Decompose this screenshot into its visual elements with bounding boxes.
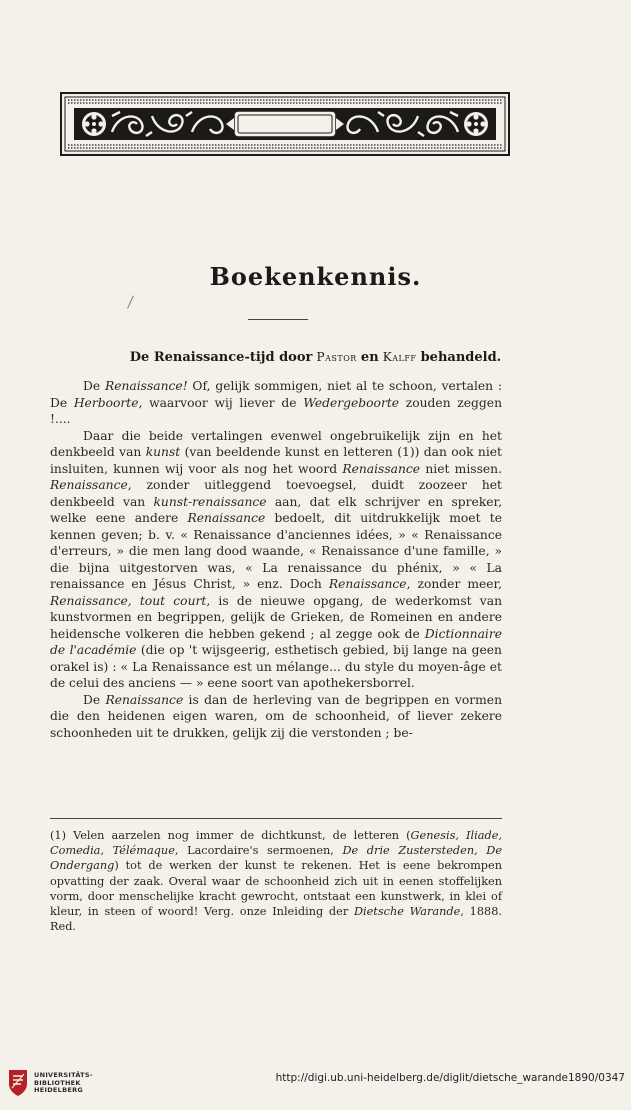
italic-run: Genesis, Iliade, Comedia, Télémaque xyxy=(50,829,502,858)
italic-run: kunst xyxy=(145,445,181,459)
stray-pen-mark xyxy=(127,295,134,308)
italic-run: Renaissance xyxy=(105,692,184,707)
text-run: De xyxy=(83,692,106,707)
text-run: ) tot de werken der kunst te rekenen. Het is eene bekrompen opvatting der zaak. Overal waar de schoonheid zich uit in eenen stoffelijken vorm, door menschelijke kracht gewrocht, ontstaat een kunstwerk, in klei of kleur, in steen of woord! Verg. onze Inleiding der xyxy=(50,859,502,919)
source-url-link[interactable]: http://digi.ub.uni-heidelberg.de/diglit/dietsche_warande1890/0347 xyxy=(275,1072,625,1084)
footnote xyxy=(50,828,502,934)
footnote-rule xyxy=(50,818,502,819)
text-run: (1) Velen aarzelen nog immer de dichtkunst, de letteren ( xyxy=(50,829,411,842)
subtitle-part1: De Renaissance-tijd door xyxy=(129,350,313,365)
italic-run: Dietsche Warande xyxy=(353,905,461,919)
text-run: bedoelt, dit uitdrukkelijk moet te kennen geven; b. v. « Renaissance d'anciennes idées, » « Renaissance d'erreurs, » die men lang dood waande, « Renaissance d'une famille, » die bijna uitgestorven was, « La renaissance du phénix, » « La renaissance en Jésus Christ, » enz. Doch xyxy=(50,511,502,591)
text-run: De xyxy=(83,379,105,393)
text-run: , zonder uitleggend toevoegsel, duidt zoozeer het denkbeeld van xyxy=(50,478,502,509)
italic-run: kunst-renaissance xyxy=(153,494,267,509)
text-run: niet missen. xyxy=(420,461,502,476)
page-title: Boekenkennis. xyxy=(209,262,422,291)
text-run: , waarvoor wij liever de xyxy=(138,395,304,410)
paragraph xyxy=(50,692,502,742)
institution-line: UNIVERSITÄTS- xyxy=(34,1071,93,1079)
italic-run: Renaissance xyxy=(50,478,128,492)
institution-name xyxy=(34,1072,93,1095)
italic-run: Herboorte xyxy=(73,395,139,410)
italic-run: Renaissance! xyxy=(104,379,188,393)
italic-run: Renaissance xyxy=(187,511,266,525)
title-rule xyxy=(248,319,308,320)
text-run: , zonder meer, xyxy=(406,577,502,591)
body-text xyxy=(50,378,502,741)
text-run: (van beeldende kunst en letteren (1)) dan ook niet insluiten, kunnen wij voor als nog het woord xyxy=(50,445,502,476)
institution-line: HEIDELBERG xyxy=(34,1086,84,1094)
subtitle-author1: Pastor xyxy=(316,350,357,364)
subtitle-part2: behandeld. xyxy=(420,350,502,365)
italic-run: Dictionnaire de l'académie xyxy=(50,626,502,657)
institution-line: BIBLIOTHEK xyxy=(34,1078,81,1087)
page-footer xyxy=(0,1060,631,1110)
text-run: , Lacordaire's sermoenen, xyxy=(174,844,343,858)
text-run: is dan de herleving van de begrippen en vormen die den heidenen eigen waren, om de schoonheid, of liever zekere schoonheden uit te drukken, gelijk zij die verstonden ; be- xyxy=(50,692,503,740)
paragraph xyxy=(50,378,502,428)
text-run: , is de nieuwe opgang, de wederkomst van kunstvormen en begrippen, gelijk de Grieken, de Romeinen en andere heidensche volkeren die hebben gekend ; al zegge ook de xyxy=(50,593,502,641)
subtitle-conj: en xyxy=(360,350,379,365)
italic-run: Renaissance xyxy=(342,461,421,476)
text-run: Of, gelijk sommigen, niet al te schoon, vertalen : De xyxy=(50,379,503,410)
text-run: (die op 't wijsgeerig, esthetisch gebied, bij lange na geen orakel is) : « La Renaissance est un mélange... du style du moyen-âge et de celui des anciens — » eene soort van apothekersborrel. xyxy=(50,643,502,690)
text-run: zouden zeggen !.... xyxy=(50,395,502,426)
subtitle-author2: Kalff xyxy=(382,350,417,364)
italic-run: Renaissance, tout court xyxy=(50,593,207,608)
text-run: Daar die beide vertalingen evenwel ongebruikelijk zijn en het denkbeeld van xyxy=(50,428,502,459)
paragraph xyxy=(50,428,502,692)
decorative-header-ornament xyxy=(60,92,510,156)
italic-run: Wedergeboorte xyxy=(303,395,400,410)
italic-run: De drie Zustersteden, De Ondergang xyxy=(50,844,503,873)
section-subtitle xyxy=(0,350,631,365)
text-run: , 1888. Red. xyxy=(50,905,502,934)
library-logo-icon xyxy=(6,1068,30,1098)
italic-run: Renaissance xyxy=(328,577,407,591)
text-run: aan, dat elk schrijver en spreker, welke eene andere xyxy=(50,494,502,525)
